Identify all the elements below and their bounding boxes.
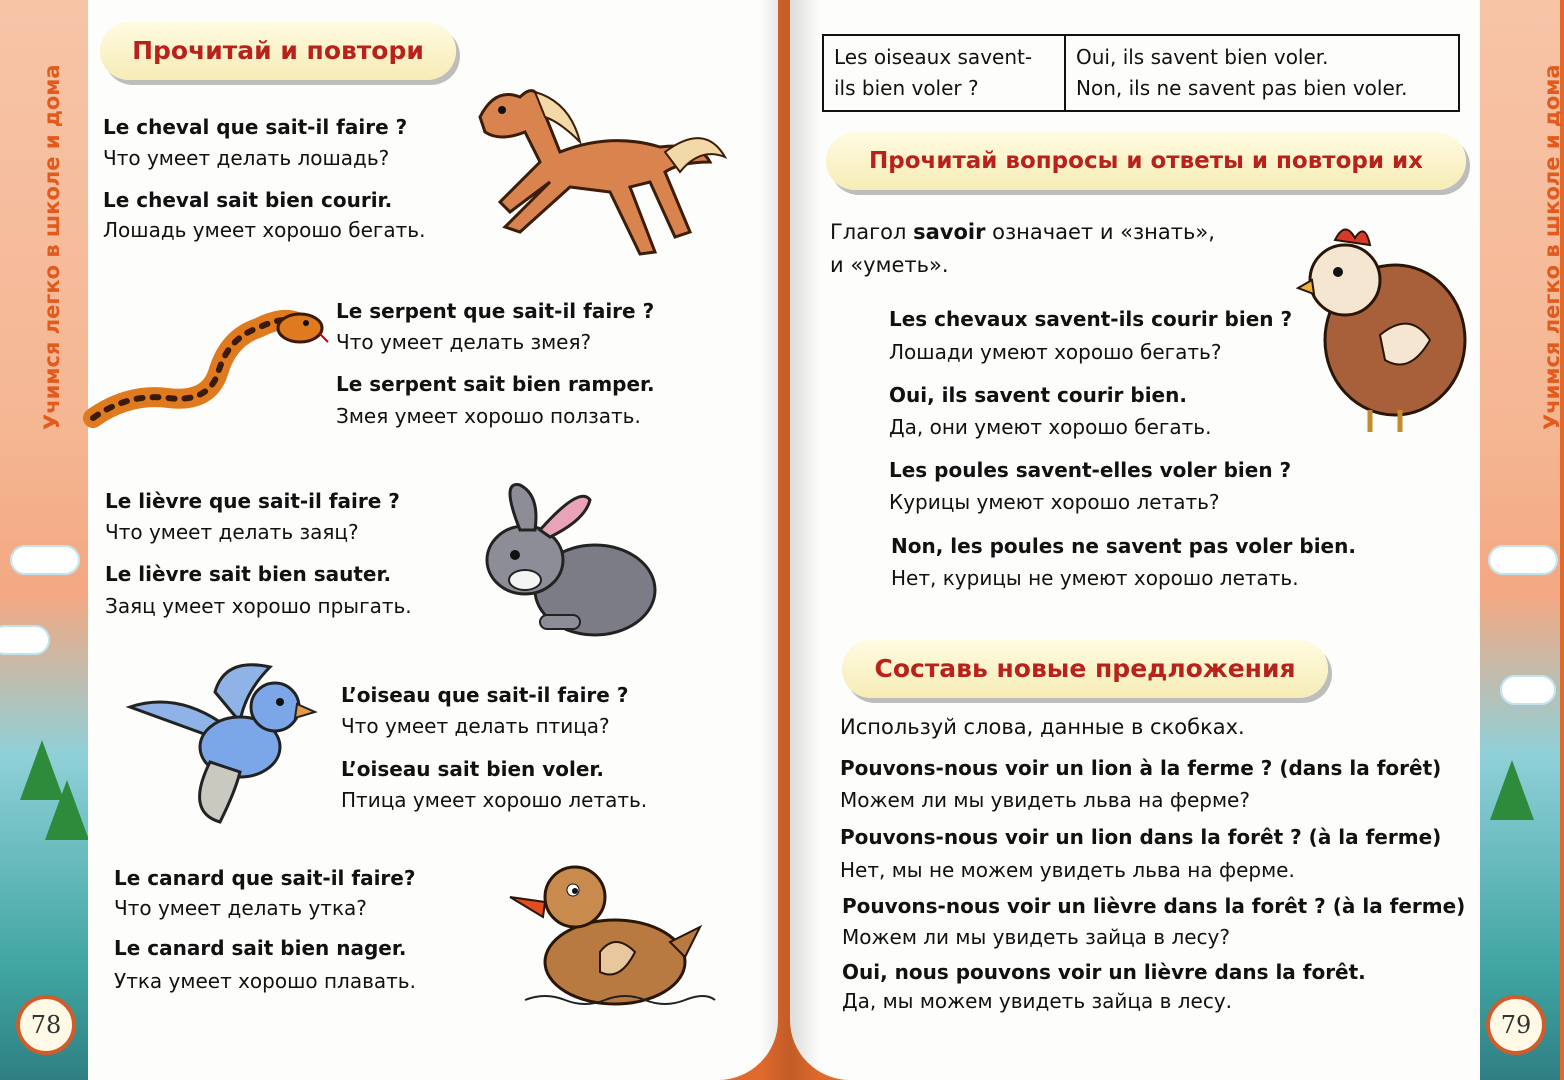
duck-answer-fr: Le canard sait bien nager. [114,936,407,960]
savoir-intro-line2: и «уметь». [830,253,949,277]
hen-icon [1290,210,1480,440]
compose-line-ru: Да, мы можем увидеть зайца в лесу. [842,989,1233,1013]
qa-line-ru: Нет, курицы не умеют хорошо летать. [891,566,1299,590]
compose-instruction: Используй слова, данные в скобках. [840,715,1245,739]
qa-line-ru: Лошади умеют хорошо бегать? [889,340,1222,364]
hare-answer-ru: Заяц умеет хорошо прыгать. [105,594,412,618]
horse-question-ru: Что умеет делать лошадь? [103,146,390,170]
banner-read-qa: Прочитай вопросы и ответы и повтори их [826,132,1466,190]
compose-line-fr: Pouvons-nous voir un lion à la ferme ? (dans la forêt) [840,756,1442,780]
table-question-line: Les oiseaux savent- [834,45,1033,69]
page-number-left: 78 [16,995,76,1055]
duck-question-ru: Что умеет делать утка? [114,896,367,920]
book-gutter [760,0,820,1080]
hare-answer-fr: Le lièvre sait bien sauter. [105,562,392,586]
qa-line-fr: Non, les poules ne savent pas voler bien. [891,534,1356,558]
qa-line-fr: Les chevaux savent-ils courir bien ? [889,307,1293,331]
compose-line-ru: Можем ли мы увидеть зайца в лесу? [842,925,1230,949]
horse-icon [440,62,730,262]
savoir-intro-post: означает и «знать», [985,220,1215,244]
snake-answer-fr: Le serpent sait bien ramper. [336,372,655,396]
table-question-cell [823,35,1065,111]
compose-line-fr: Pouvons-nous voir un lion dans la forêt ? (à la ferme) [840,825,1442,849]
side-title-left: Учимся легко в школе и дома [40,64,64,430]
cloud-icon [0,625,50,655]
compose-line-fr: Oui, nous pouvons voir un lièvre dans la forêt. [842,960,1366,984]
hare-question-ru: Что умеет делать заяц? [105,520,359,544]
compose-line-fr: Pouvons-nous voir un lièvre dans la forêt ? (à la ferme) [842,894,1466,918]
side-title-right: Учимся легко в школе и дома [1540,64,1564,430]
hare-icon [470,475,670,645]
cloud-icon [10,545,80,575]
table-answer-yes: Oui, ils savent bien voler. [1076,45,1329,69]
hare-question-fr: Le lièvre que sait-il faire ? [105,489,400,513]
bird-question-ru: Что умеет делать птица? [341,714,610,738]
table-answers-cell [1065,35,1459,111]
bird-icon [125,652,335,827]
duck-icon [505,842,720,1017]
savoir-word: savoir [913,220,986,244]
snake-icon [88,298,328,438]
qa-line-fr: Oui, ils savent courir bien. [889,383,1187,407]
qa-line-fr: Les poules savent-elles voler bien ? [889,458,1292,482]
cloud-icon [1500,675,1556,705]
horse-answer-fr: Le cheval sait bien courir. [103,188,393,212]
qa-line-ru: Да, они умеют хорошо бегать. [889,415,1212,439]
banner-compose: Составь новые предложения [842,640,1328,698]
horse-question-fr: Le cheval que sait-il faire ? [103,115,408,139]
bird-answer-fr: L’oiseau sait bien voler. [341,757,605,781]
savoir-intro-pre: Глагол [830,220,914,244]
snake-question-fr: Le serpent que sait-il faire ? [336,299,655,323]
tree-icon [1490,760,1534,820]
bird-answer-ru: Птица умеет хорошо летать. [341,788,648,812]
savoir-intro [830,220,1215,244]
duck-answer-ru: Утка умеет хорошо плавать. [114,969,416,993]
savoir-table [822,34,1460,112]
page-number-right: 79 [1486,995,1546,1055]
compose-line-ru: Нет, мы не можем увидеть льва на ферме. [840,858,1295,882]
table-question-line: ils bien voler ? [834,76,979,100]
horse-answer-ru: Лошадь умеет хорошо бегать. [103,218,426,242]
duck-question-fr: Le canard que sait-il faire? [114,866,416,890]
qa-line-ru: Курицы умеют хорошо летать? [889,490,1220,514]
snake-answer-ru: Змея умеет хорошо ползать. [336,404,641,428]
table-answer-no: Non, ils ne savent pas bien voler. [1076,76,1408,100]
bird-question-fr: L’oiseau que sait-il faire ? [341,683,629,707]
cloud-icon [1488,545,1558,575]
compose-line-ru: Можем ли мы увидеть льва на ферме? [840,788,1250,812]
snake-question-ru: Что умеет делать змея? [336,330,592,354]
tree-icon [45,780,89,840]
banner-read-repeat: Прочитай и повтори [100,22,456,80]
